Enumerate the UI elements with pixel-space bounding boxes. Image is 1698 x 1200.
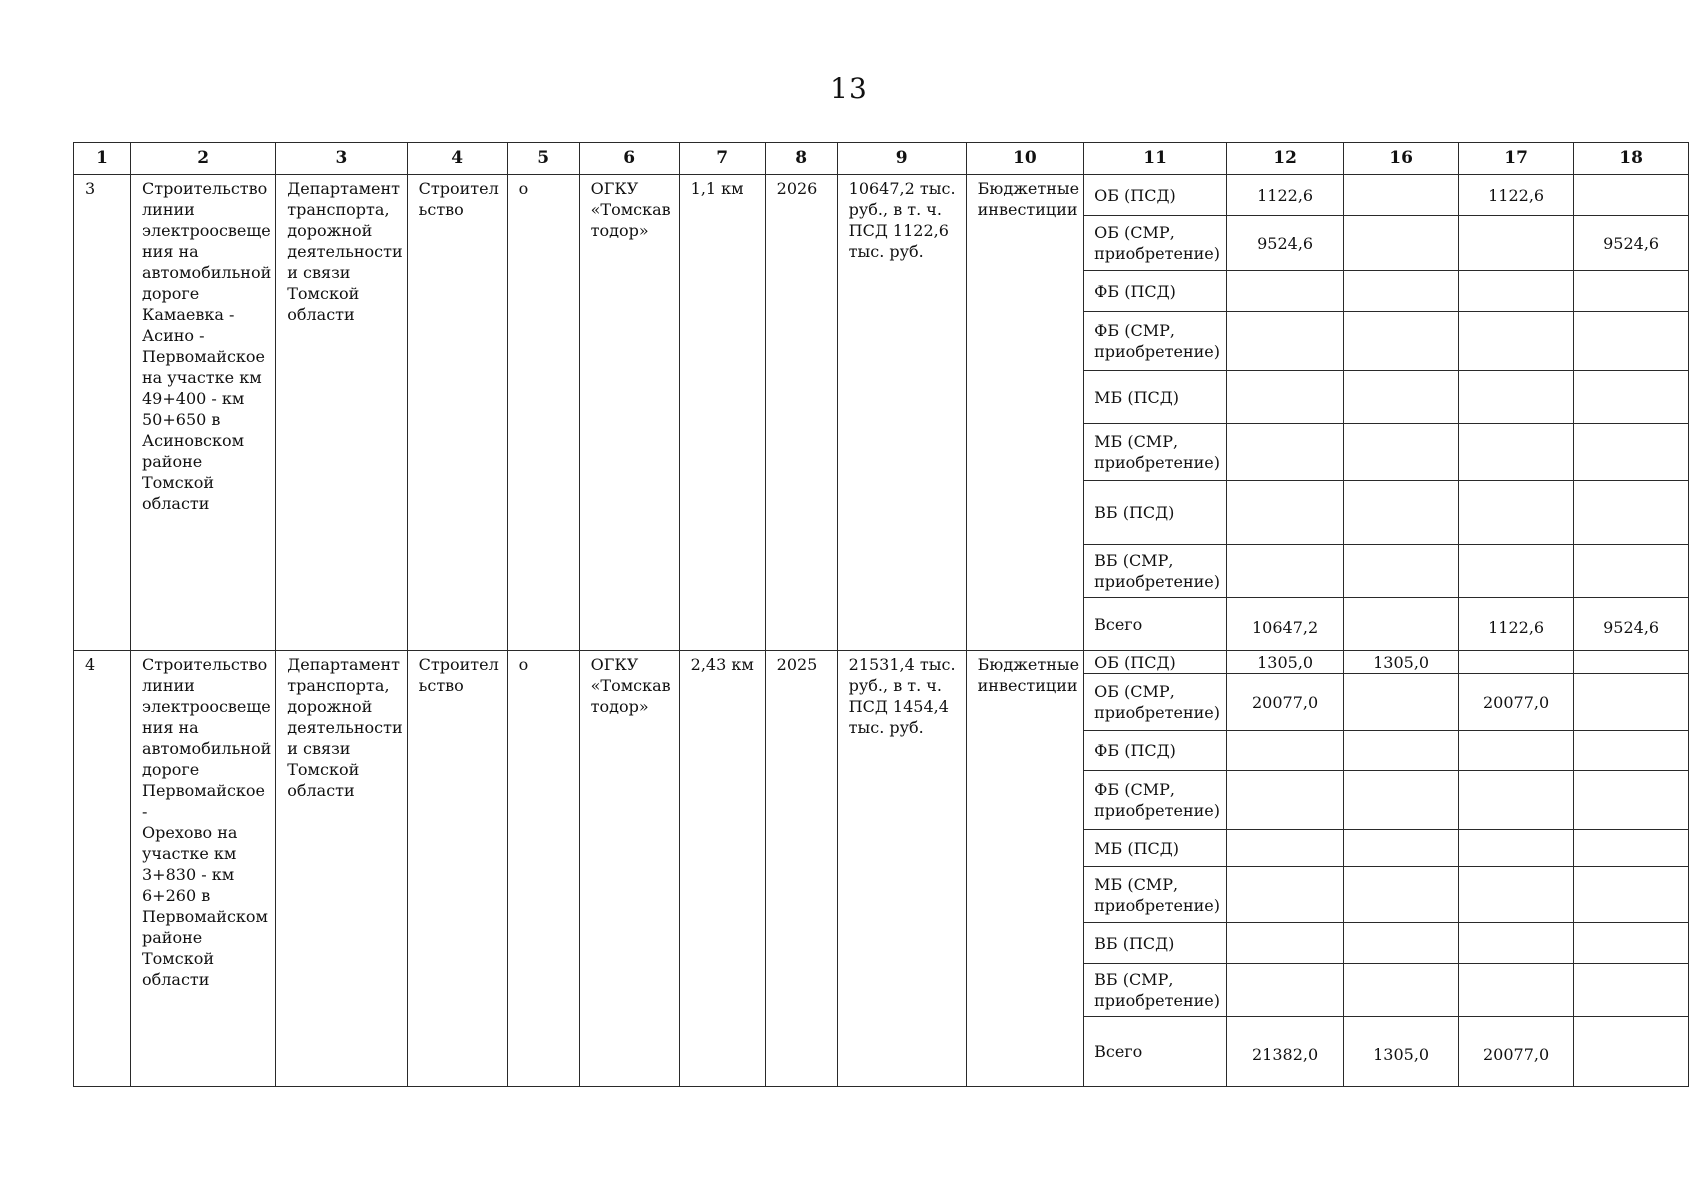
cell-amount: [1344, 731, 1459, 771]
cell-funding-source: ОБ (СМР, приобретение): [1084, 674, 1227, 731]
cell-funding-source: ОБ (СМР, приобретение): [1084, 216, 1227, 271]
cell-amount: 1122,6: [1459, 175, 1574, 216]
cell-funding-source: ВБ (ПСД): [1084, 923, 1227, 964]
cell-amount: [1344, 830, 1459, 867]
cell-responsible-department: Департамент транспорта, дорожной деятельности и связи Томской области: [276, 651, 407, 1087]
cell-amount: 1305,0: [1227, 651, 1344, 674]
cell-amount: 9524,6: [1227, 216, 1344, 271]
cell-amount: [1227, 312, 1344, 371]
cell-amount: [1344, 271, 1459, 312]
column-header: 6: [579, 143, 679, 175]
cell-funding-source: ФБ (ПСД): [1084, 731, 1227, 771]
cell-amount: [1344, 674, 1459, 731]
column-header: 10: [966, 143, 1083, 175]
column-header: 3: [276, 143, 407, 175]
cell-completion-year: 2025: [765, 651, 837, 1087]
cell-capacity: 2,43 км: [679, 651, 765, 1087]
cell-amount: [1459, 312, 1574, 371]
cell-amount: [1574, 481, 1689, 545]
cell-amount: [1227, 271, 1344, 312]
cell-customer: ОГКУ «Томскав тодор»: [579, 175, 679, 651]
cell-amount: [1459, 545, 1574, 598]
cell-amount: [1574, 731, 1689, 771]
cell-work-type: Строител ьство: [407, 175, 507, 651]
column-header: 2: [131, 143, 276, 175]
column-header: 8: [765, 143, 837, 175]
cell-funding-source: МБ (СМР, приобретение): [1084, 424, 1227, 481]
cell-funding-source: Всего: [1084, 598, 1227, 651]
cell-amount: [1574, 175, 1689, 216]
table-body: [74, 175, 1689, 1087]
cell-type-code: о: [507, 651, 579, 1087]
cell-amount: 20077,0: [1459, 1017, 1574, 1087]
cell-amount: [1574, 651, 1689, 674]
cell-amount: [1344, 598, 1459, 651]
cell-amount: [1459, 923, 1574, 964]
cell-funding-source: ФБ (ПСД): [1084, 271, 1227, 312]
cell-amount: [1574, 1017, 1689, 1087]
cell-amount: [1574, 867, 1689, 923]
cell-estimated-cost: 10647,2 тыс. руб., в т. ч. ПСД 1122,6 тыс. руб.: [837, 175, 966, 651]
cell-amount: [1344, 175, 1459, 216]
cell-funding-source: ОБ (ПСД): [1084, 175, 1227, 216]
column-header: 7: [679, 143, 765, 175]
cell-amount: [1459, 830, 1574, 867]
column-header: 1: [74, 143, 131, 175]
cell-amount: [1227, 481, 1344, 545]
cell-amount: [1459, 731, 1574, 771]
cell-amount: [1227, 923, 1344, 964]
cell-amount: [1344, 545, 1459, 598]
table-row: [74, 175, 1689, 216]
cell-type-code: о: [507, 175, 579, 651]
cell-completion-year: 2026: [765, 175, 837, 651]
cell-amount: [1459, 216, 1574, 271]
cell-amount: [1227, 964, 1344, 1017]
budget-table: [73, 142, 1689, 1087]
cell-amount: [1574, 923, 1689, 964]
cell-estimated-cost: 21531,4 тыс. руб., в т. ч. ПСД 1454,4 тыс. руб.: [837, 651, 966, 1087]
cell-amount: [1459, 424, 1574, 481]
cell-funding-source: МБ (ПСД): [1084, 830, 1227, 867]
cell-amount: 21382,0: [1227, 1017, 1344, 1087]
cell-funding-source: ВБ (СМР, приобретение): [1084, 964, 1227, 1017]
cell-amount: [1344, 424, 1459, 481]
column-header: 17: [1459, 143, 1574, 175]
cell-amount: 1122,6: [1227, 175, 1344, 216]
cell-amount: [1227, 830, 1344, 867]
cell-amount: [1459, 481, 1574, 545]
column-header: 18: [1574, 143, 1689, 175]
cell-customer: ОГКУ «Томскав тодор»: [579, 651, 679, 1087]
cell-amount: [1344, 923, 1459, 964]
cell-funding-source: ВБ (ПСД): [1084, 481, 1227, 545]
cell-amount: [1344, 867, 1459, 923]
page-number: 13: [830, 72, 868, 105]
cell-amount: 20077,0: [1227, 674, 1344, 731]
cell-amount: [1344, 964, 1459, 1017]
table-row: [74, 651, 1689, 674]
cell-investment-type: Бюджетные инвестиции: [966, 651, 1083, 1087]
cell-capacity: 1,1 км: [679, 175, 765, 651]
cell-amount: [1574, 371, 1689, 424]
cell-funding-source: ФБ (СМР, приобретение): [1084, 771, 1227, 830]
cell-amount: [1574, 674, 1689, 731]
cell-funding-source: ОБ (ПСД): [1084, 651, 1227, 674]
cell-amount: 1305,0: [1344, 651, 1459, 674]
cell-amount: [1344, 216, 1459, 271]
cell-amount: [1459, 964, 1574, 1017]
cell-amount: [1574, 271, 1689, 312]
cell-amount: [1574, 545, 1689, 598]
cell-amount: [1227, 424, 1344, 481]
cell-funding-source: МБ (ПСД): [1084, 371, 1227, 424]
column-header: 5: [507, 143, 579, 175]
cell-amount: 9524,6: [1574, 598, 1689, 651]
column-header: 11: [1084, 143, 1227, 175]
cell-amount: 20077,0: [1459, 674, 1574, 731]
cell-amount: [1574, 830, 1689, 867]
column-header: 4: [407, 143, 507, 175]
cell-amount: [1574, 771, 1689, 830]
cell-amount: [1227, 771, 1344, 830]
cell-amount: [1574, 424, 1689, 481]
cell-amount: [1227, 867, 1344, 923]
column-header: 12: [1227, 143, 1344, 175]
cell-amount: [1574, 312, 1689, 371]
cell-amount: [1459, 271, 1574, 312]
cell-work-type: Строител ьство: [407, 651, 507, 1087]
column-header: 16: [1344, 143, 1459, 175]
cell-amount: [1459, 651, 1574, 674]
header-row: [74, 143, 1689, 175]
cell-amount: [1227, 371, 1344, 424]
cell-amount: 1305,0: [1344, 1017, 1459, 1087]
column-header: 9: [837, 143, 966, 175]
cell-funding-source: ВБ (СМР, приобретение): [1084, 545, 1227, 598]
cell-amount: [1459, 867, 1574, 923]
cell-investment-type: Бюджетные инвестиции: [966, 175, 1083, 651]
cell-amount: [1344, 371, 1459, 424]
cell-funding-source: Всего: [1084, 1017, 1227, 1087]
cell-amount: [1459, 371, 1574, 424]
cell-funding-source: ФБ (СМР, приобретение): [1084, 312, 1227, 371]
cell-item-number: 4: [74, 651, 131, 1087]
cell-funding-source: МБ (СМР, приобретение): [1084, 867, 1227, 923]
cell-amount: [1227, 731, 1344, 771]
cell-amount: [1344, 312, 1459, 371]
cell-responsible-department: Департамент транспорта, дорожной деятельности и связи Томской области: [276, 175, 407, 651]
cell-amount: 1122,6: [1459, 598, 1574, 651]
cell-amount: 10647,2: [1227, 598, 1344, 651]
cell-amount: [1459, 771, 1574, 830]
cell-project-name: Строительство линии электроосвеще ния на автомобильной дороге Первомайское - Орехово на участке км 3+830 - км 6+260 в Первомайском районе Томской области: [131, 651, 276, 1087]
cell-amount: [1227, 545, 1344, 598]
cell-project-name: Строительство линии электроосвеще ния на автомобильной дороге Камаевка - Асино - Первомайское на участке км 49+400 - км 50+650 в Асиновском районе Томской области: [131, 175, 276, 651]
cell-amount: [1344, 481, 1459, 545]
cell-amount: [1344, 771, 1459, 830]
cell-amount: 9524,6: [1574, 216, 1689, 271]
cell-item-number: 3: [74, 175, 131, 651]
cell-amount: [1574, 964, 1689, 1017]
